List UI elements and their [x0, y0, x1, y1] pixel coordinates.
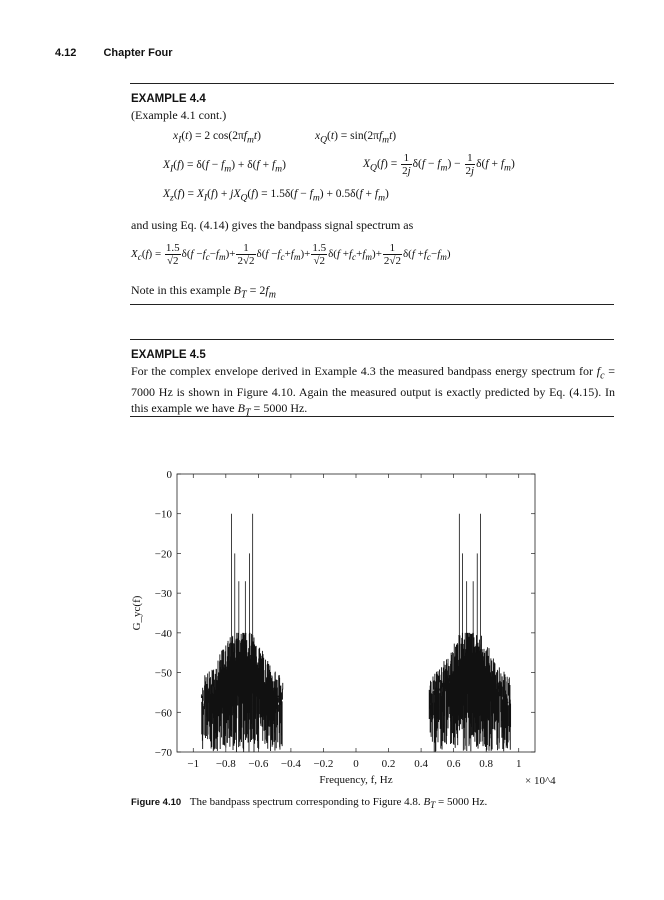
x-tick-label: −0.4	[280, 758, 301, 770]
x-tick-label: 0.4	[414, 758, 428, 770]
running-header	[55, 47, 173, 59]
negative-band-spectrum	[201, 633, 282, 752]
bandpass-intro-text: and using Eq. (4.14) gives the bandpass signal spectrum as	[131, 218, 414, 232]
positive-band-spectrum	[429, 633, 510, 752]
page-number: 4.12	[55, 47, 77, 59]
y-tick-label: 0	[166, 469, 172, 481]
x-scale-note: × 10^4	[525, 775, 556, 787]
x-tick-label: 0.2	[381, 758, 396, 770]
example-4-4-subtitle: (Example 4.1 cont.)	[131, 108, 227, 122]
example-4-5-title: EXAMPLE 4.5	[131, 349, 206, 361]
y-tick-label: −30	[154, 588, 172, 601]
figure-label: Figure 4.10	[131, 797, 182, 808]
spectrum-chart	[120, 460, 560, 790]
y-axis-label: G_yc(f)	[131, 595, 143, 631]
x-axis-label: Frequency, f, Hz	[319, 774, 393, 786]
x-tick-label: 0.6	[446, 758, 461, 770]
x-tick-label: −0.2	[313, 758, 334, 770]
equation-xq: $x_Q(t) = \sin(2\pi f_mt)$	[315, 130, 397, 146]
y-tick-label: −60	[154, 707, 172, 720]
x-tick-label: 1	[515, 758, 522, 770]
y-tick-label: −20	[154, 548, 172, 561]
x-tick-label: −1	[187, 758, 200, 770]
equation-Xc: $X_c(f)$ = $\frac{1.5}{√2}$ $\delta(f -f_c-f_m)+$ $\frac{1}{2√2}$ $\delta(f -f_c+f_m)+$ $\frac{1.5}{√2}$ $\delta(f +f_c+f_m)+$ $\frac{1}{2√2}$ $\delta(f +f_c-f_m)$	[131, 242, 451, 267]
x-tick-label: −0.8	[215, 758, 236, 770]
x-tick-label: −0.6	[248, 758, 269, 770]
equation-XQ: $X_Q(f)$ = $\frac{1}{2j}$ $\delta(f - f_m)$ − $\frac{1}{2j}$ $\delta(f + f_m)$	[363, 152, 515, 177]
figure-caption: Figure 4.10 The bandpass spectrum corresponding to Figure 4.8. $B_T = 5000$ Hz.	[131, 796, 488, 811]
example-4-4-bottom-rule	[130, 304, 614, 305]
x-tick-label: 0	[353, 758, 359, 770]
example-4-4-top-rule	[130, 83, 614, 84]
example-4-5-bottom-rule	[130, 416, 614, 417]
y-tick-label: −40	[154, 627, 172, 640]
equation-Xz: $X_z(f) = X_I(f) + jX_Q(f) = 1.5\delta(f - f_m) + 0.5\delta(f + f_m)$	[163, 188, 389, 204]
example-4-5-body: For the complex envelope derived in Example 4.3 the measured bandpass energy spectrum for $f_c = 7000$ Hz is shown in Figure 4.10. Again the measured output is exactly predicted by Eq. (4.15). In this example we have $B_T = 5000$ Hz.	[131, 364, 615, 419]
chapter-title: Chapter Four	[103, 47, 173, 59]
x-tick-label: 0.8	[479, 758, 494, 770]
example-4-5-top-rule	[130, 339, 614, 340]
y-tick-label: −10	[154, 508, 172, 521]
example-4-4-title: EXAMPLE 4.4	[131, 93, 206, 105]
y-tick-label: −70	[154, 747, 172, 759]
equation-xi: $x_I(t) = 2$ $\cos(2\pi f_mt)$	[173, 130, 261, 146]
y-tick-label: −50	[154, 667, 172, 680]
equation-XI: $X_I(f) = \delta(f - f_m) + \delta(f + f_m)$	[163, 159, 286, 175]
example-4-4-note: Note in this example $B_T = 2f_m$	[131, 283, 276, 301]
